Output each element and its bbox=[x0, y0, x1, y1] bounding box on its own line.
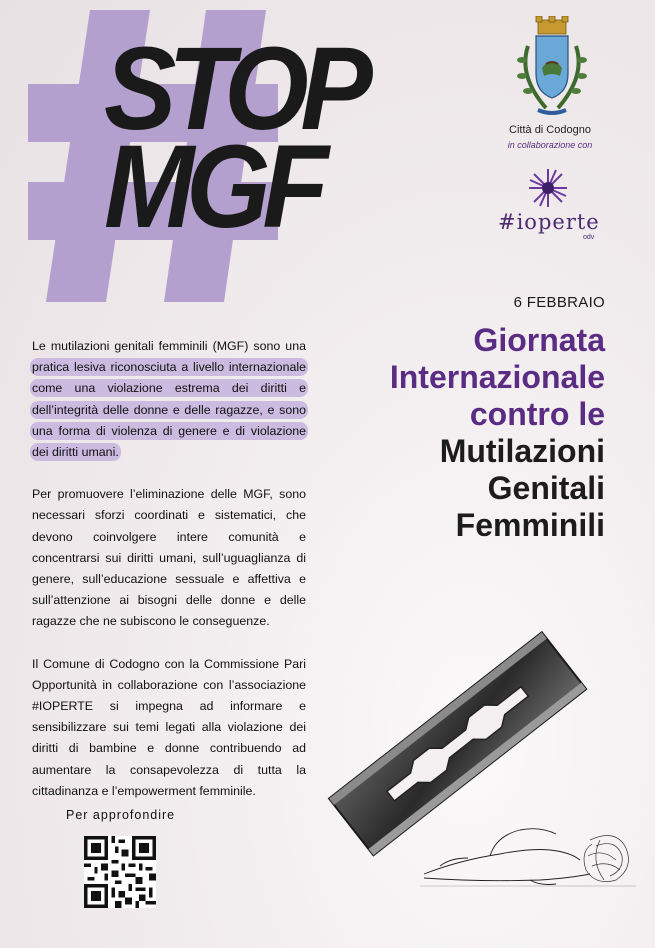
collaboration-text: in collaborazione con bbox=[507, 140, 593, 150]
qr-code[interactable] bbox=[84, 836, 156, 908]
partner-logo-sub: odv bbox=[583, 234, 595, 241]
city-name: Città di Codogno bbox=[509, 124, 591, 136]
title-line: Mutilazioni bbox=[439, 433, 605, 469]
event-date: 6 FEBBRAIO bbox=[513, 294, 605, 311]
paragraph-1-highlight: pratica lesiva riconosciuta a livello internazionale come una violazione estrema dei diritti e dell’integrità delle donne e delle ragazze, e sono una forma di violenza di genere e di violazione dei diritti umani. bbox=[32, 360, 306, 460]
title-line: Femminili bbox=[455, 507, 605, 543]
partner-logo: #ioperte bbox=[498, 210, 600, 234]
paragraph-2: Per promuovere l’eliminazione delle MGF, sono necessari sforzi coordinati e sistematici, che devono coinvolgere intere comunità e concentrarsi sui diritti umani, sull’uguaglianza di genere, sull’educazione sessuale e affettiva e sull’attenzione ai bisogni delle donne e delle ragazze che ne subiscono le conseguenze. bbox=[32, 487, 306, 629]
title-line: contro le bbox=[469, 396, 605, 432]
event-title bbox=[390, 322, 605, 544]
codogno-crest-icon bbox=[506, 16, 598, 122]
flower-icon bbox=[526, 166, 570, 212]
headline-mgf: MGF bbox=[104, 121, 321, 253]
headline bbox=[104, 23, 408, 253]
paragraph-3: Il Comune di Codogno con la Commissione Pari Opportunità in collaborazione con l’associazione #IOPERTE si impegna ad informare e sensibilizzare sui temi legati alla violazione dei diritti di bambine e donne contribuendo ad aumentare la consapevolezza di tutta la cittadinanza e l’empowerment femminile. bbox=[32, 656, 306, 798]
title-line: Genitali bbox=[487, 470, 605, 506]
lying-woman-illustration bbox=[420, 800, 636, 890]
paragraph-1 bbox=[32, 336, 306, 463]
title-line: Internazionale bbox=[389, 359, 605, 395]
paragraph-1-intro: Le mutilazioni genitali femminili (MGF) sono una bbox=[32, 339, 306, 353]
headline-stop: STOP bbox=[104, 23, 365, 155]
title-line: Giornata bbox=[473, 322, 605, 358]
body-text bbox=[32, 336, 306, 823]
more-info-label: Per approfondire bbox=[66, 808, 176, 822]
